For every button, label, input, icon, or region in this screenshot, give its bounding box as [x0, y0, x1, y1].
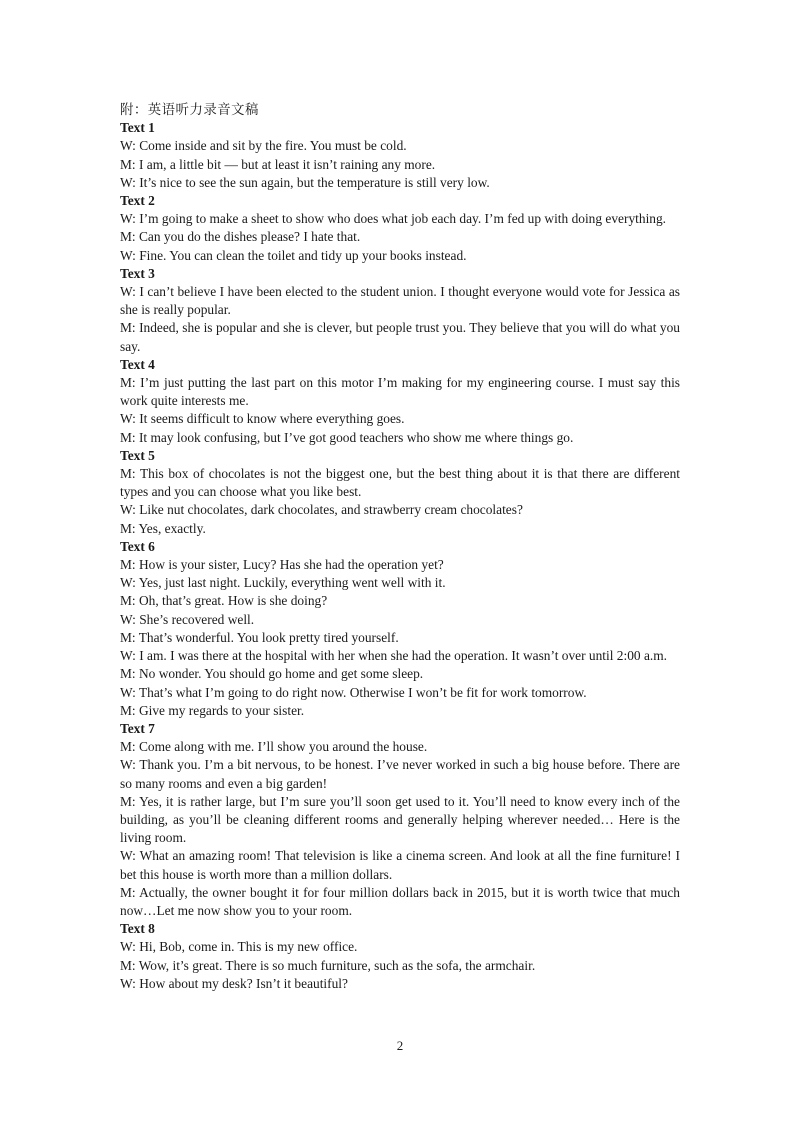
dialogue-line: W: She’s recovered well. [120, 611, 255, 627]
dialogue-line: M: Come along with me. I’ll show you around the house. [120, 739, 428, 755]
page-heading: 附：英语听力录音文稿 [120, 102, 259, 117]
transcript-sections [120, 119, 680, 993]
text-section [120, 356, 680, 447]
section-title: Text 3 [120, 265, 155, 281]
dialogue-line: M: This box of chocolates is not the biggest one, but the best thing about it is that there are different types and you can choose what you like best. [120, 466, 680, 500]
dialogue-line: M: How is your sister, Lucy? Has she had the operation yet? [120, 557, 444, 573]
text-section [120, 265, 680, 356]
dialogue-line: W: Like nut chocolates, dark chocolates, and strawberry cream chocolates? [120, 502, 523, 518]
text-section [120, 920, 680, 993]
dialogue-line: M: It may look confusing, but I’ve got good teachers who show me where things go. [120, 429, 574, 445]
section-title: Text 4 [120, 356, 155, 372]
section-title: Text 7 [120, 720, 155, 736]
dialogue-line: M: I am, a little bit — but at least it isn’t raining any more. [120, 156, 436, 172]
dialogue-line: M: Wow, it’s great. There is so much furniture, such as the sofa, the armchair. [120, 957, 536, 973]
section-title: Text 2 [120, 193, 155, 209]
dialogue-line: W: Hi, Bob, come in. This is my new office. [120, 939, 358, 955]
dialogue-line: W: Yes, just last night. Luckily, everything went well with it. [120, 575, 446, 591]
text-section [120, 119, 680, 192]
page-number: 2 [396, 1038, 404, 1053]
dialogue-line: M: Give my regards to your sister. [120, 702, 305, 718]
dialogue-line: M: Indeed, she is popular and she is clever, but people trust you. They believe that you will do what you say. [120, 320, 680, 354]
dialogue-line: W: It seems difficult to know where everything goes. [120, 411, 405, 427]
dialogue-line: W: What an amazing room! That television is like a cinema screen. And look at all the fine furniture! I bet this house is worth more than a million dollars. [120, 848, 680, 882]
section-title: Text 1 [120, 120, 155, 136]
dialogue-line: W: Come inside and sit by the fire. You must be cold. [120, 138, 407, 154]
dialogue-line: M: Can you do the dishes please? I hate that. [120, 229, 361, 245]
section-title: Text 5 [120, 447, 155, 463]
dialogue-line: W: How about my desk? Isn’t it beautiful? [120, 975, 348, 991]
dialogue-line: W: Fine. You can clean the toilet and tidy up your books instead. [120, 247, 467, 263]
dialogue-line: M: Actually, the owner bought it for four million dollars back in 2015, but it is worth twice that much now…Let me now show you to your room. [120, 884, 680, 918]
section-title: Text 6 [120, 538, 155, 554]
section-title: Text 8 [120, 921, 155, 937]
text-section [120, 538, 680, 720]
dialogue-line: W: That’s what I’m going to do right now. Otherwise I won’t be fit for work tomorrow. [120, 684, 587, 700]
transcript-content [120, 101, 680, 993]
dialogue-line: W: I’m going to make a sheet to show who does what job each day. I’m fed up with doing everything. [120, 211, 667, 227]
text-section [120, 192, 680, 265]
text-section [120, 447, 680, 538]
dialogue-line: W: I am. I was there at the hospital with her when she had the operation. It wasn’t over until 2:00 a.m. [120, 648, 668, 664]
text-section [120, 720, 680, 920]
dialogue-line: M: Yes, it is rather large, but I’m sure you’ll soon get used to it. You’ll need to know every inch of the building, as you’ll be cleaning different rooms and generally helping wherever needed… Here is the living room. [120, 793, 680, 846]
dialogue-line: M: No wonder. You should go home and get some sleep. [120, 666, 424, 682]
dialogue-line: W: It’s nice to see the sun again, but the temperature is still very low. [120, 174, 490, 190]
dialogue-line: M: That’s wonderful. You look pretty tired yourself. [120, 629, 399, 645]
dialogue-line: M: I’m just putting the last part on this motor I’m making for my engineering course. I must say this work quite interests me. [120, 375, 680, 409]
dialogue-line: W: I can’t believe I have been elected to the student union. I thought everyone would vote for Jessica as she is really popular. [120, 284, 680, 318]
dialogue-line: M: Oh, that’s great. How is she doing? [120, 593, 328, 609]
dialogue-line: W: Thank you. I’m a bit nervous, to be honest. I’ve never worked in such a big house before. There are so many rooms and even a big garden! [120, 757, 680, 791]
dialogue-line: M: Yes, exactly. [120, 520, 206, 536]
